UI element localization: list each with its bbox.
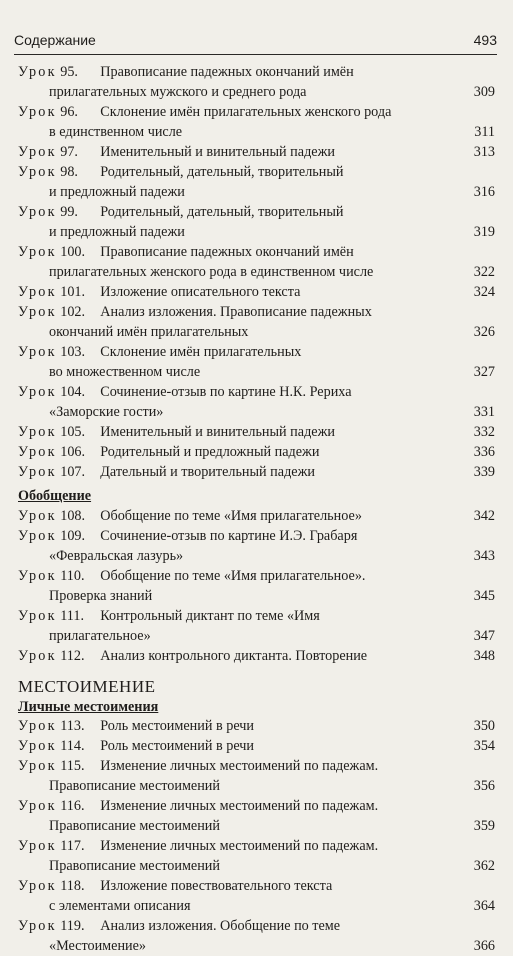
toc-entry bbox=[18, 606, 495, 646]
toc-entry-line bbox=[18, 626, 495, 646]
lesson-title: Родительный и предложный падежи bbox=[100, 444, 320, 460]
toc-entry-line bbox=[18, 876, 495, 896]
lesson-label: Урок bbox=[18, 568, 57, 584]
lesson-title: во множественном числе bbox=[49, 364, 201, 380]
lesson-label: Урок bbox=[18, 648, 57, 664]
toc-page-number: 319 bbox=[473, 224, 495, 240]
toc-entry bbox=[18, 646, 495, 666]
lesson-title: Именительный и винительный падежи bbox=[100, 144, 335, 160]
lesson-title: Сочинение-отзыв по картине И.Э. Грабаря bbox=[100, 528, 358, 544]
lesson-title: Именительный и винительный падежи bbox=[100, 424, 335, 440]
lesson-number: 114. bbox=[60, 738, 85, 754]
toc-entry bbox=[18, 62, 495, 102]
toc-page-number: 331 bbox=[473, 404, 495, 420]
toc-page-number: 366 bbox=[473, 938, 495, 954]
toc-page-number: 364 bbox=[473, 898, 495, 914]
toc-entry bbox=[18, 242, 495, 282]
toc-entry-line bbox=[18, 322, 495, 342]
toc-entry-line bbox=[18, 82, 495, 102]
toc-page-number: 332 bbox=[473, 424, 495, 440]
lesson-number: 103. bbox=[60, 344, 86, 360]
lesson-label: Урок bbox=[18, 64, 57, 80]
lesson-number: 110. bbox=[60, 568, 85, 584]
toc-entry bbox=[18, 162, 495, 202]
lesson-label: Урок bbox=[18, 838, 57, 854]
toc-entry-line bbox=[18, 836, 495, 856]
toc-entry-line bbox=[18, 566, 495, 586]
lesson-title: Проверка знаний bbox=[49, 588, 153, 604]
lesson-title: «Заморские гости» bbox=[49, 404, 164, 420]
toc-entry bbox=[18, 382, 495, 422]
toc-page-number: 316 bbox=[473, 184, 495, 200]
lesson-label: Урок bbox=[18, 528, 57, 544]
toc-page-number: 345 bbox=[473, 588, 495, 604]
page-header bbox=[14, 30, 497, 52]
lesson-number: 106. bbox=[60, 444, 86, 460]
lesson-number: 99. bbox=[60, 204, 78, 220]
lesson-label: Урок bbox=[18, 738, 57, 754]
lesson-title: в единственном числе bbox=[49, 124, 183, 140]
toc-page-number: 327 bbox=[473, 364, 495, 380]
table-of-contents bbox=[18, 62, 495, 956]
chapter-heading: МЕСТОИМЕНИЕ bbox=[18, 677, 156, 696]
subsection-heading: Личные местоимения bbox=[18, 699, 159, 715]
lesson-number: 102. bbox=[60, 304, 86, 320]
lesson-number: 115. bbox=[60, 758, 85, 774]
toc-page-number: 326 bbox=[473, 324, 495, 340]
section-heading: Обобщение bbox=[18, 488, 92, 504]
lesson-title: Правописание падежных окончаний имён bbox=[100, 244, 354, 260]
toc-entry-line bbox=[18, 422, 495, 442]
toc-entry bbox=[18, 462, 495, 482]
toc-entry-line bbox=[18, 442, 495, 462]
toc-page-number: 342 bbox=[473, 508, 495, 524]
lesson-title: прилагательное» bbox=[49, 628, 151, 644]
toc-page-number: 362 bbox=[473, 858, 495, 874]
lesson-number: 118. bbox=[60, 878, 85, 894]
toc-page-number: 339 bbox=[473, 464, 495, 480]
toc-entry-line bbox=[18, 776, 495, 796]
lesson-title: и предложный падежи bbox=[49, 184, 185, 200]
toc-entry-line bbox=[18, 856, 495, 876]
running-title: Содержание bbox=[14, 32, 96, 48]
lesson-title: Роль местоимений в речи bbox=[100, 738, 255, 754]
page-number: 493 bbox=[473, 32, 497, 48]
toc-entry-line bbox=[18, 586, 495, 606]
toc-entry bbox=[18, 916, 495, 956]
header-rule bbox=[14, 54, 497, 55]
toc-entry bbox=[18, 756, 495, 796]
toc-entry-line bbox=[18, 162, 495, 182]
lesson-title: Анализ контрольного диктанта. Повторение bbox=[100, 648, 368, 664]
toc-entry bbox=[18, 836, 495, 876]
toc-page-number: 322 bbox=[473, 264, 495, 280]
toc-entry-line bbox=[18, 402, 495, 422]
lesson-title: Анализ изложения. Правописание падежных bbox=[100, 304, 372, 320]
lesson-title: Правописание падежных окончаний имён bbox=[100, 64, 354, 80]
toc-entry-line bbox=[18, 222, 495, 242]
toc-page-number: 359 bbox=[473, 818, 495, 834]
lesson-number: 116. bbox=[60, 798, 85, 814]
toc-entry-line bbox=[18, 716, 495, 736]
toc-entry-line bbox=[18, 342, 495, 362]
toc-entry-line bbox=[18, 182, 495, 202]
toc-entry-line bbox=[18, 282, 495, 302]
lesson-number: 119. bbox=[60, 918, 85, 934]
lesson-label: Урок bbox=[18, 758, 57, 774]
toc-entry-line bbox=[18, 606, 495, 626]
toc-page-number: 309 bbox=[473, 84, 495, 100]
toc-entry bbox=[18, 302, 495, 342]
toc-page-number: 348 bbox=[473, 648, 495, 664]
toc-entry bbox=[18, 566, 495, 606]
lesson-title: Сочинение-отзыв по картине Н.К. Рериха bbox=[100, 384, 352, 400]
lesson-title: Изложение описательного текста bbox=[100, 284, 301, 300]
toc-page-number: 356 bbox=[473, 778, 495, 794]
toc-entry bbox=[18, 282, 495, 302]
lesson-title: и предложный падежи bbox=[49, 224, 185, 240]
toc-entry-line bbox=[18, 736, 495, 756]
lesson-label: Урок bbox=[18, 798, 57, 814]
lesson-label: Урок bbox=[18, 424, 57, 440]
lesson-title: прилагательных мужского и среднего рода bbox=[49, 84, 307, 100]
lesson-label: Урок bbox=[18, 444, 57, 460]
toc-entry bbox=[18, 716, 495, 736]
lesson-title: Правописание местоимений bbox=[49, 818, 220, 834]
lesson-label: Урок bbox=[18, 344, 57, 360]
toc-entry-line bbox=[18, 262, 495, 282]
lesson-label: Урок bbox=[18, 718, 57, 734]
toc-page-number: 343 bbox=[473, 548, 495, 564]
toc-entry-line bbox=[18, 526, 495, 546]
lesson-title: Родительный, дательный, творительный bbox=[100, 164, 344, 180]
toc-entry-line bbox=[18, 302, 495, 322]
lesson-title: «Февральская лазурь» bbox=[49, 548, 184, 564]
toc-entry-line bbox=[18, 102, 495, 122]
lesson-number: 105. bbox=[60, 424, 86, 440]
lesson-title: Правописание местоимений bbox=[49, 858, 220, 874]
toc-entry-line bbox=[18, 896, 495, 916]
lesson-title: с элементами описания bbox=[49, 898, 191, 914]
lesson-title: Правописание местоимений bbox=[49, 778, 220, 794]
lesson-label: Урок bbox=[18, 918, 57, 934]
lesson-label: Урок bbox=[18, 508, 57, 524]
toc-entry-line bbox=[18, 796, 495, 816]
lesson-number: 112. bbox=[60, 648, 85, 664]
toc-entry-line bbox=[18, 62, 495, 82]
lesson-title: Контрольный диктант по теме «Имя bbox=[100, 608, 320, 624]
lesson-number: 98. bbox=[60, 164, 78, 180]
lesson-title: Изменение личных местоимений по падежам. bbox=[100, 798, 379, 814]
lesson-title: Дательный и творительный падежи bbox=[100, 464, 315, 480]
toc-entry bbox=[18, 342, 495, 382]
lesson-title: Изменение личных местоимений по падежам. bbox=[100, 838, 379, 854]
lesson-title: Изложение повествовательного текста bbox=[100, 878, 333, 894]
lesson-number: 96. bbox=[60, 104, 78, 120]
lesson-title: окончаний имён прилагательных bbox=[49, 324, 249, 340]
toc-entry bbox=[18, 102, 495, 142]
toc-entry bbox=[18, 506, 495, 526]
lesson-number: 108. bbox=[60, 508, 86, 524]
lesson-label: Урок bbox=[18, 384, 57, 400]
toc-entry-line bbox=[18, 936, 495, 956]
toc-entry-line bbox=[18, 506, 495, 526]
lesson-number: 95. bbox=[60, 64, 78, 80]
lesson-label: Урок bbox=[18, 144, 57, 160]
toc-entry bbox=[18, 736, 495, 756]
toc-entry bbox=[18, 796, 495, 836]
toc-entry-line bbox=[18, 546, 495, 566]
lesson-number: 111. bbox=[60, 608, 85, 624]
toc-entry-line bbox=[18, 816, 495, 836]
toc-page-number: 313 bbox=[473, 144, 495, 160]
toc-page-number: 311 bbox=[474, 124, 495, 140]
toc-page-number: 350 bbox=[473, 718, 495, 734]
toc-entry-line bbox=[18, 646, 495, 666]
lesson-number: 104. bbox=[60, 384, 86, 400]
lesson-title: Склонение имён прилагательных женского рода bbox=[100, 104, 392, 120]
lesson-label: Урок bbox=[18, 244, 57, 260]
toc-entry bbox=[18, 876, 495, 916]
toc-page-number: 324 bbox=[473, 284, 495, 300]
toc-entry-line bbox=[18, 142, 495, 162]
lesson-number: 113. bbox=[60, 718, 85, 734]
lesson-title: «Местоимение» bbox=[49, 938, 147, 954]
toc-entry-line bbox=[18, 382, 495, 402]
lesson-label: Урок bbox=[18, 104, 57, 120]
lesson-label: Урок bbox=[18, 464, 57, 480]
toc-entry-line bbox=[18, 756, 495, 776]
lesson-label: Урок bbox=[18, 878, 57, 894]
lesson-title: Склонение имён прилагательных bbox=[100, 344, 302, 360]
lesson-number: 107. bbox=[60, 464, 86, 480]
toc-entry-line bbox=[18, 362, 495, 382]
toc-entry bbox=[18, 526, 495, 566]
toc-page-number: 347 bbox=[473, 628, 495, 644]
lesson-number: 109. bbox=[60, 528, 86, 544]
toc-entry-line bbox=[18, 462, 495, 482]
toc-page-number: 336 bbox=[473, 444, 495, 460]
lesson-number: 101. bbox=[60, 284, 86, 300]
lesson-number: 97. bbox=[60, 144, 78, 160]
toc-entry bbox=[18, 422, 495, 442]
toc-entry-line bbox=[18, 242, 495, 262]
lesson-label: Урок bbox=[18, 204, 57, 220]
lesson-title: Обобщение по теме «Имя прилагательное». bbox=[100, 568, 366, 584]
lesson-title: Изменение личных местоимений по падежам. bbox=[100, 758, 379, 774]
lesson-label: Урок bbox=[18, 608, 57, 624]
lesson-title: Роль местоимений в речи bbox=[100, 718, 255, 734]
lesson-label: Урок bbox=[18, 284, 57, 300]
toc-entry bbox=[18, 142, 495, 162]
toc-page-number: 354 bbox=[473, 738, 495, 754]
toc-entry bbox=[18, 202, 495, 242]
lesson-title: прилагательных женского рода в единственном числе bbox=[49, 264, 374, 280]
lesson-label: Урок bbox=[18, 164, 57, 180]
lesson-title: Анализ изложения. Обобщение по теме bbox=[100, 918, 341, 934]
lesson-label: Урок bbox=[18, 304, 57, 320]
toc-entry bbox=[18, 442, 495, 462]
toc-entry-line bbox=[18, 916, 495, 936]
toc-entry-line bbox=[18, 202, 495, 222]
lesson-number: 117. bbox=[60, 838, 85, 854]
toc-entry-line bbox=[18, 122, 495, 142]
lesson-title: Родительный, дательный, творительный bbox=[100, 204, 344, 220]
lesson-title: Обобщение по теме «Имя прилагательное» bbox=[100, 508, 362, 524]
lesson-number: 100. bbox=[60, 244, 86, 260]
